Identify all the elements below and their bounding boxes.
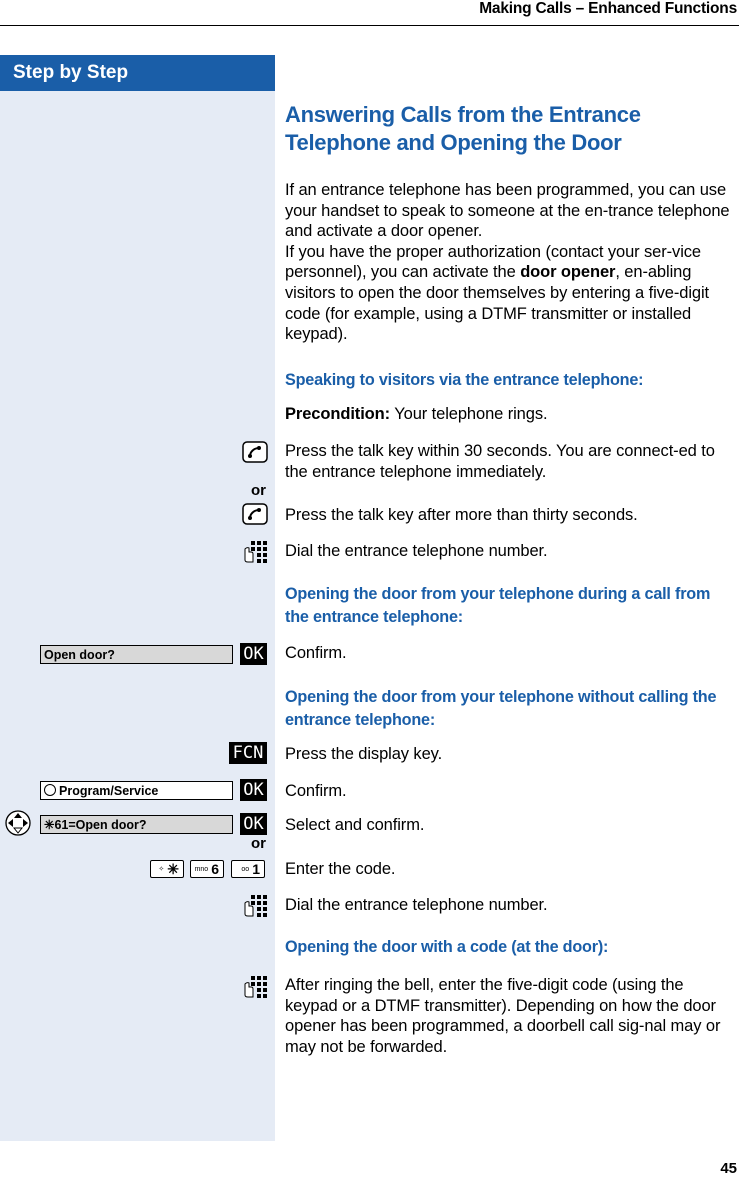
key-1-label: 1	[252, 861, 260, 877]
circle-icon	[44, 784, 56, 796]
precondition-text: Your telephone rings.	[390, 405, 548, 423]
key-1[interactable]	[231, 860, 265, 878]
key-6[interactable]	[190, 860, 224, 878]
star-key-label: ✳	[167, 861, 179, 877]
section-open-during-call-heading: Opening the door from your telephone during a call from the entrance telephone:	[285, 585, 711, 626]
step-press-display: Press the display key.	[285, 745, 443, 763]
intro-text-2c: , en-abling visitors to open the door themselves by entering a five-digit code (for example, using a DTMF transmitter or installed keypad).	[285, 263, 710, 344]
key-6-label: 6	[211, 861, 219, 877]
step-confirm-2: Confirm.	[285, 782, 347, 800]
ok-key[interactable]: OK	[240, 779, 267, 801]
door-opener-term: door opener	[520, 263, 616, 282]
intro-paragraph	[285, 180, 737, 345]
fcn-key[interactable]: FCN	[229, 742, 267, 764]
section-speaking-heading: Speaking to visitors via the entrance telephone:	[285, 371, 644, 389]
keypad-icon	[243, 893, 267, 917]
display-program-service[interactable]	[40, 781, 233, 800]
running-header: Making Calls – Enhanced Functions	[479, 0, 737, 17]
display-61-open-door[interactable]: ✳61=Open door?	[40, 815, 233, 834]
ok-key[interactable]: OK	[240, 643, 267, 665]
ok-key[interactable]: OK	[240, 813, 267, 835]
or-label-1: or	[251, 482, 266, 499]
keypad-icon	[243, 974, 267, 998]
keypad-icon	[243, 539, 267, 563]
page-heading: Answering Calls from the Entrance Telephone and Opening the Door	[285, 102, 641, 155]
navigation-key-icon[interactable]	[5, 810, 31, 836]
star-key[interactable]	[150, 860, 184, 878]
header-rule	[0, 25, 739, 26]
display-program-service-label: Program/Service	[59, 784, 159, 798]
section-open-without-call-heading: Opening the door from your telephone without calling the entrance telephone:	[285, 688, 717, 729]
page-number: 45	[720, 1160, 737, 1177]
precondition	[285, 404, 737, 425]
step-dial-number-2: Dial the entrance telephone number.	[285, 896, 548, 914]
key-1-sub: oo	[241, 866, 250, 874]
sidebar-column	[0, 91, 275, 1141]
intro-text-2a: If you have the proper authorization (contact your ser-vice personnel), you can activate the	[285, 242, 701, 282]
talk-key-icon	[242, 441, 268, 463]
step-talk-after-30s: Press the talk key after more than thirty seconds.	[285, 506, 638, 524]
step-enter-code: Enter the code.	[285, 860, 396, 878]
section-open-with-code-heading: Opening the door with a code (at the door):	[285, 938, 609, 956]
display-open-door[interactable]: Open door?	[40, 645, 233, 664]
step-select-confirm: Select and confirm.	[285, 816, 425, 834]
intro-text-1: If an entrance telephone has been programmed, you can use your handset to speak to someone at the en-trance telephone and activate a door opener.	[285, 181, 730, 241]
or-label-2: or	[251, 835, 266, 852]
precondition-label: Precondition:	[285, 405, 391, 423]
key-6-sub: mno	[194, 866, 209, 874]
step-confirm-1: Confirm.	[285, 644, 347, 662]
sidebar-title: Step by Step	[0, 55, 275, 91]
star-key-sub: ✧	[158, 866, 165, 874]
step-talk-within-30s: Press the talk key within 30 seconds. You are connect-ed to the entrance telephone immediately.	[285, 442, 715, 481]
step-after-ringing: After ringing the bell, enter the five-digit code (using the keypad or a DTMF transmitter). Depending on how the door opener has been programmed, a doorbell call sig-nal may or may not be forwarded.	[285, 976, 721, 1056]
step-dial-number-1: Dial the entrance telephone number.	[285, 542, 548, 560]
talk-key-icon	[242, 503, 268, 525]
